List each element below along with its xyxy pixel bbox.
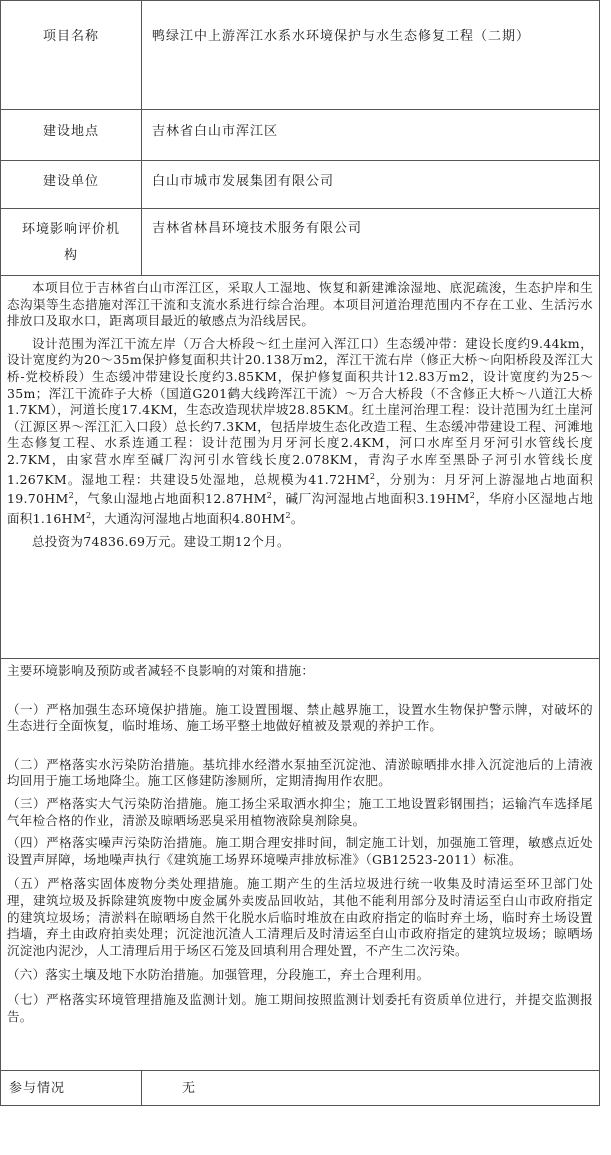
- description-paragraph-1: 本项目位于吉林省白山市浑江区，采取人工湿地、恢复和新建滩涂湿地、底泥疏浚，生态护岸和生态沟渠等生态措施对浑江干流和支流水系进行综合治理。本项目河道治理范围内不存在工业、生活污水排放口及取水口，距离项目最近的敏感点为沿线居民。: [7, 280, 593, 329]
- measure-7: （七）严格落实环境管理措施及监测计划。施工期间按照监测计划委托有资质单位进行，并提交监测报告。: [7, 991, 593, 1024]
- location-label: 建设地点: [1, 110, 142, 161]
- participation-value: 无: [142, 1071, 600, 1106]
- measure-1: （一）严格加强生态环境保护措施。施工设置围堰、禁止越界施工，设置水生物保护警示牌，对破坏的生态进行全面恢复，临时堆场、施工场平整土地做好植被及景观的养护工作。: [7, 701, 593, 734]
- measures-heading: 主要环境影响及预防或者减轻不良影响的对策和措施：: [7, 663, 315, 678]
- row-participation: [1, 1071, 600, 1106]
- measure-5: （五）严格落实固体废物分类处理措施。施工期产生的生活垃圾进行统一收集及时清运至环卫部门处理，建筑垃圾及拆除建筑废物中废金属外卖废品回收站，其他不能利用部分及时清运至白山市政府指定的建筑垃圾场；清淤料在晾晒场自然干化脱水后临时堆放在由政府指定的临时弃土场，临时弃土场设置挡墙，弃土由政府拍卖处理；沉淀池沉渣人工清理后及时清运至白山市政府指定的建筑垃圾场；晾晒场沉淀池内泥沙，人工清理后用于场区石笼及回填利用合理处置，不产生二次污染。: [7, 876, 593, 958]
- measure-4: （四）严格落实噪声污染防治措施。施工期合理安排时间，制定施工计划，加强施工管理，敏感点近处设置声屏障，场地噪声执行《建筑施工场界环境噪声排放标准》（GB12523-2011）标准。: [7, 835, 593, 867]
- project-name-value: 鸭绿江中上游浑江水系水环境保护与水生态修复工程（二期）: [142, 1, 600, 110]
- row-builder: [1, 161, 600, 209]
- mitigation-measures: [1, 659, 600, 1071]
- row-location: [1, 110, 600, 161]
- builder-label: 建设单位: [1, 161, 142, 209]
- row-measures: [1, 659, 600, 1071]
- eia-org-label-line2: 构: [63, 248, 78, 263]
- row-eia-org: [1, 209, 600, 276]
- row-project-name: [1, 1, 600, 110]
- participation-label: 参与情况: [1, 1071, 142, 1106]
- project-description: [1, 276, 600, 659]
- eia-org-label: [1, 209, 142, 276]
- measure-3: （三）严格落实大气污染防治措施。施工扬尘采取洒水抑尘；施工工地设置彩钢围挡；运输汽车选择尾气年检合格的作业，清淤及晾晒场恶臭采用植物液除臭剂除臭。: [7, 795, 593, 828]
- description-paragraph-3: 总投资为74836.69万元。建设工期12个月。: [32, 533, 290, 549]
- eia-org-value: 吉林省林昌环境技术服务有限公司: [142, 209, 600, 276]
- eia-org-label-line1: 环境影响评价机: [21, 222, 120, 237]
- row-description: [1, 276, 600, 659]
- location-value: 吉林省白山市浑江区: [142, 110, 600, 161]
- project-name-label: 项目名称: [1, 1, 142, 110]
- description-paragraph-2: 设计范围为浑江干流左岸（万合大桥段～红土崖河入浑江口）生态缓冲带：建设长度约9.44km，设计宽度约为20～35m保护修复面积共计20.138万m2，浑江干流右岸（修正大桥～向阳桥段及浑江大桥-党校桥段）生态缓冲带建设长度约3.85KM，保护修复面积共计12.83万m2，设计宽度约为25～35m；浑江干流砟子大桥（国道G201鹤大线跨浑江干流）～万合大桥段（不含修正大桥～八道江大桥1.7KM），河道长度17.4KM，生态改造现状岸坡28.85KM。红土崖河治理工程：设计范围为红土崖河（江源区界～浑江汇入口段）总长约7.3KM，包括岸坡生态化改造工程、生态缓冲带建设工程、河滩地生态修复工程、水系连通工程：设计范围为月牙河长度2.4KM，河口水库至月牙河引水管线长度2.7KM，由家营水库至碱厂沟河引水管线长度2.078KM，青沟子水库至黑卧子河引水管线长度1.267KM。湿地工程：共建设5处湿地，总规模为$41.72HM^2$，分别为：月牙河上游湿地占地面积$19.70HM^2$，气象山湿地占地面积$12.87HM^2$，碱厂沟河湿地占地面积$3.19HM^2$，华府小区湿地占地面积$1.16HM^2$，大通沟河湿地占地面积$4.80HM^2$。: [7, 335, 593, 527]
- builder-value: 白山市城市发展集团有限公司: [142, 161, 600, 209]
- measure-6: （六）落实土壤及地下水防治措施。加强管理，分段施工，弃土合理利用。: [7, 967, 430, 983]
- measure-2: （二）严格落实水污染防治措施。基坑排水经潜水泵抽至沉淀池、清淤晾晒排水排入沉淀池后的上清液均回用于施工场地降尘。施工区修建防渗厕所，定期清掏用作农肥。: [7, 756, 593, 789]
